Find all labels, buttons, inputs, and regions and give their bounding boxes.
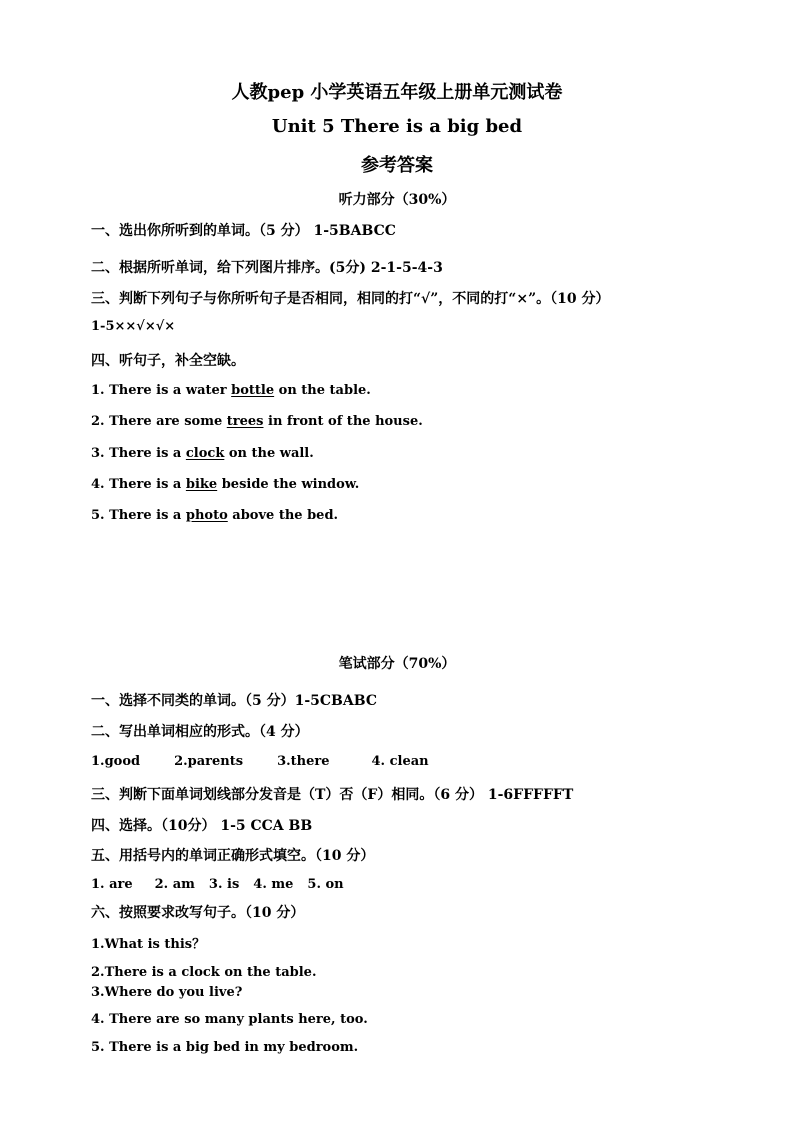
sentence-text: 5. There is a (91, 508, 186, 523)
sentence-text: beside the window. (217, 477, 360, 492)
sentence-answer: clock (185, 446, 225, 461)
answer-key-subtitle: 参考答案 (361, 155, 433, 176)
word-answer: 4. clean (371, 754, 429, 769)
fill-sentence (91, 446, 314, 461)
writing-question-5: 五、用括号内的单词正确形式填空。（10 分） (91, 848, 375, 864)
fill-sentence (91, 508, 338, 523)
fill-sentence (91, 383, 371, 398)
sentence-text: 4. There is a (91, 477, 186, 492)
sentence-answer: photo (185, 508, 228, 523)
rewrite-answer: 5. There is a big bed in my bedroom. (91, 1040, 359, 1055)
writing-question-3: 三、判断下面单词划线部分发音是（T）否（F）相同。（6 分） 1-6FFFFFT (91, 787, 574, 803)
word-answer: 5. on (307, 877, 344, 892)
fill-sentence (91, 414, 423, 429)
listening-question-3-answer: 1-5××√×√× (91, 319, 176, 334)
word-answer: 3. is (208, 877, 240, 892)
listening-question-3: 三、判断下列句子与你所听句子是否相同，相同的打“√”，不同的打“×”。（10 分） (91, 291, 610, 307)
rewrite-answer: 2.There is a clock on the table. (91, 965, 317, 980)
sentence-text: on the table. (274, 383, 371, 398)
rewrite-answer: 4. There are so many plants here, too. (91, 1012, 368, 1027)
sentence-answer: bike (185, 477, 218, 492)
word-answer: 2. am (154, 877, 195, 892)
sentence-text: 1. There is a water (91, 383, 232, 398)
sentence-text: on the wall. (224, 446, 314, 461)
writing-question-5-answers (91, 877, 344, 892)
writing-section-heading: 笔试部分（70%） (338, 656, 456, 672)
word-answer: 4. me (253, 877, 294, 892)
listening-question-1: 一、选出你所听到的单词。（5 分） 1-5BABCC (91, 223, 396, 239)
writing-question-4: 四、选择。（10分） 1-5 CCA BB (91, 818, 313, 834)
word-answer: 2.parents (174, 754, 244, 769)
writing-question-6: 六、按照要求改写句子。（10 分） (91, 905, 305, 921)
listening-question-4: 四、听句子，补全空缺。 (91, 353, 245, 369)
sentence-answer: trees (226, 414, 264, 429)
rewrite-answer: 1.What is this？ (91, 937, 206, 952)
writing-question-2-answers (91, 754, 429, 769)
sentence-answer: bottle (231, 383, 275, 398)
listening-section-heading: 听力部分（30%） (338, 192, 456, 208)
rewrite-answer: 3.Where do you live? (91, 985, 243, 1000)
word-answer: 1.good (91, 754, 141, 769)
unit-title: Unit 5 There is a big bed (271, 116, 523, 137)
writing-question-2: 二、写出单词相应的形式。（4 分） (91, 724, 309, 740)
fill-sentence (91, 477, 359, 492)
sentence-text: 2. There are some (91, 414, 227, 429)
sentence-text: above the bed. (227, 508, 339, 523)
document-title: 人教pep 小学英语五年级上册单元测试卷 (231, 82, 563, 103)
sentence-text: in front of the house. (263, 414, 423, 429)
listening-question-2: 二、根据所听单词，给下列图片排序。(5分) 2-1-5-4-3 (91, 260, 443, 276)
sentence-text: 3. There is a (91, 446, 186, 461)
word-answer: 1. are (91, 877, 133, 892)
writing-question-1: 一、选择不同类的单词。（5 分）1-5CBABC (91, 693, 377, 709)
word-answer: 3.there (277, 754, 330, 769)
